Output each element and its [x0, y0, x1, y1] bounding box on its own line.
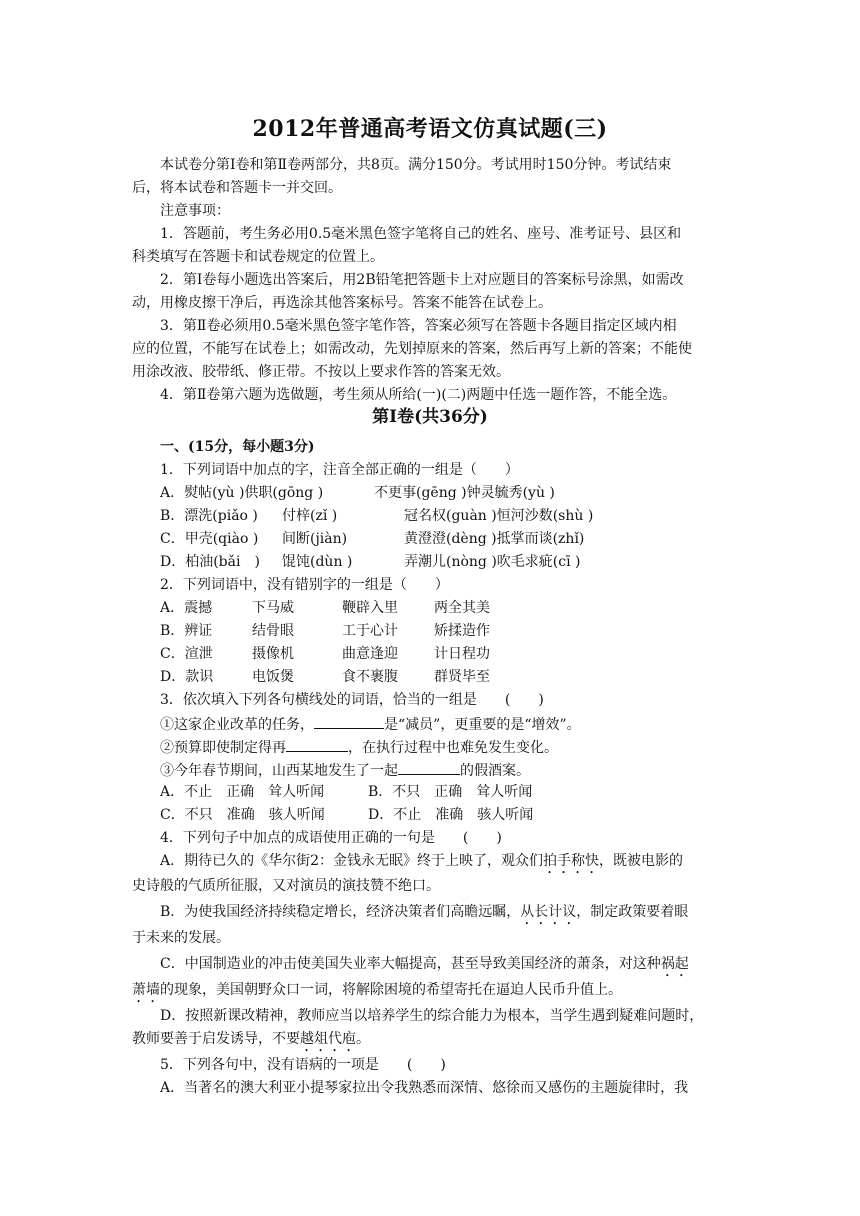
q4-d-line-2 — [132, 1031, 370, 1055]
q3-s1-before: ①这家企业改革的任务， — [160, 717, 314, 733]
q2-d-1: D．款识 — [160, 669, 214, 685]
q2-a-2: 下马威 — [252, 600, 294, 616]
note-3-line-1: 3．第Ⅱ卷必须用0.5毫米黑色签字笔作答，答案必须写在答题卡各题目指定区域内相 — [160, 318, 677, 334]
q1-c-part1: C．甲壳(qiào ) — [160, 531, 259, 547]
q3-blank-2 — [286, 738, 348, 752]
q4-a-line-1 — [160, 853, 683, 877]
q2-b-2: 结骨眼 — [252, 623, 294, 639]
q3-option-c: C．不只 准确 骇人听闻 — [160, 807, 325, 823]
q1-c-part2: 间断(jiàn) — [282, 531, 348, 547]
q2-b-1: B．辨证 — [160, 623, 213, 639]
q3-sentence-2 — [160, 738, 558, 756]
q4-a-text: A．期待已久的《华尔街2：金钱永无眠》终于上映了，观众们 — [160, 853, 544, 869]
intro-line-1: 本试卷分第Ⅰ卷和第Ⅱ卷两部分，共8页。满分150分。考试用时150分钟。考试结束 — [160, 157, 672, 173]
note-2-line-1: 2．第Ⅰ卷每小题选出答案后，用2B铅笔把答题卡上对应题目的答案标号涂黑，如需改 — [160, 272, 684, 288]
q3-s3-before: ③今年春节期间，山西某地发生了一起 — [160, 763, 398, 779]
q2-c-1: C．渲泄 — [160, 646, 213, 662]
question-5-stem: 5．下列各句中，没有语病的一项是 ( ) — [160, 1057, 446, 1073]
q4-d-line-1: D．按照新课改精神，教师应当以培养学生的综合能力为根本，当学生遇到疑难问题时， — [160, 1008, 704, 1024]
q4-b-idiom: 从长计议 — [520, 904, 577, 920]
q1-a-part1: A．熨帖(yù )供职(gōng ) — [160, 485, 324, 501]
q4-b-text: B．为使我国经济持续稳定增长，经济决策者们高瞻远瞩， — [160, 904, 521, 920]
q1-d-part1: D．柏油(bǎi ) — [160, 554, 260, 570]
q1-d-part3: 弄潮儿(nòng )吹毛求疵(cī ) — [404, 554, 581, 570]
q2-d-4: 群贤毕至 — [434, 669, 490, 685]
q4-c-idiom-part1: 祸起 — [660, 956, 689, 972]
q4-c-idiom-part2: 萧墙 — [132, 982, 160, 998]
note-2-line-2: 动，用橡皮擦干净后，再选涂其他答案标号。答案不能答在试卷上。 — [132, 295, 552, 311]
q4-a-text-2: ，既被电影的 — [599, 853, 684, 869]
q2-c-4: 计日程功 — [434, 646, 490, 662]
q4-d-idiom: 越俎代庖 — [300, 1031, 356, 1047]
intro-line-2: 后，将本试卷和答题卡一并交回。 — [132, 180, 342, 196]
q2-a-1: A．震撼 — [160, 600, 213, 616]
q4-d-text-2: 。 — [356, 1031, 370, 1047]
q3-sentence-1 — [160, 715, 581, 733]
question-3-stem: 3．依次填入下列各句横线处的词语，恰当的一组是 ( ) — [160, 692, 544, 708]
q4-a-line-2: 史诗般的气质所征服，又对演员的演技赞不绝口。 — [132, 878, 440, 894]
q5-a-line-1: A．当著名的澳大利亚小提琴家拉出令我熟悉而深情、悠徐而又感伤的主题旋律时，我 — [160, 1080, 689, 1096]
q2-b-4: 矫揉造作 — [434, 623, 490, 639]
q3-sentence-3 — [160, 761, 530, 779]
q3-s2-before: ②预算即使制定得再 — [160, 740, 286, 756]
q3-option-b: B．不只 正确 耸人听闻 — [368, 784, 533, 800]
q4-c-text-2: 的现象，美国朝野众口一词，将解除困境的希望寄托在逼迫人民币升值上。 — [160, 982, 622, 998]
note-3-line-2: 应的位置，不能写在试卷上；如需改动，先划掉原来的答案，然后再写上新的答案；不能使 — [132, 341, 692, 357]
q2-c-3: 曲意逢迎 — [342, 646, 398, 662]
q1-b-part2: 付梓(zǐ ) — [282, 508, 338, 524]
question-2-stem: 2．下列词语中，没有错别字的一组是（ ） — [160, 577, 449, 593]
q3-option-a: A．不止 正确 耸人听闻 — [160, 784, 325, 800]
q2-b-3: 工于心计 — [342, 623, 398, 639]
note-1-line-1: 1．答题前，考生务必用0.5毫米黑色签字笔将自己的姓名、座号、准考证号、县区和 — [160, 226, 682, 242]
page-title: 2012年普通高考语文仿真试题(三) — [252, 116, 608, 142]
q4-c-line-2 — [132, 982, 622, 1006]
q1-c-part3: 黄澄澄(dèng )抵掌而谈(zhǐ) — [404, 531, 585, 547]
note-3-line-3: 用涂改液、胶带纸、修正带。不按以上要求作答的答案无效。 — [132, 364, 510, 380]
part-heading: 一、(15分，每小题3分) — [160, 439, 315, 455]
q1-d-part2: 馄饨(dùn ) — [282, 554, 353, 570]
question-4-stem: 4．下列句子中加点的成语使用正确的一句是 ( ) — [160, 830, 502, 846]
q1-b-part3: 冠名权(guàn )恒河沙数(shù ) — [404, 508, 594, 524]
note-4: 4．第Ⅱ卷第六题为选做题，考生须从所给(一)(二)两题中任选一题作答，不能全选。 — [160, 387, 677, 403]
q3-s1-after: 是“减员”，更重要的是“增效”。 — [384, 717, 581, 733]
q1-a-part2: 不更事(gēng )钟灵毓秀(yù ) — [374, 485, 555, 501]
section-title: 第Ⅰ卷(共36分) — [372, 407, 488, 427]
q4-d-text: 教师要善于启发诱导，不要 — [132, 1031, 300, 1047]
q4-c-line-1 — [160, 956, 689, 980]
q3-blank-3 — [398, 761, 460, 775]
question-1-stem: 1．下列词语中加点的字，注音全部正确的一组是（ ） — [160, 462, 519, 478]
q4-b-line-2: 于未来的发展。 — [132, 930, 230, 946]
q2-a-4: 两全其美 — [434, 600, 490, 616]
q4-b-line-1 — [160, 904, 688, 928]
q2-d-2: 电饭煲 — [252, 669, 294, 685]
q1-b-part1: B．漂洗(piǎo ) — [160, 508, 258, 524]
q2-d-3: 食不裹腹 — [342, 669, 398, 685]
notes-label: 注意事项： — [160, 203, 230, 219]
q3-option-d: D．不止 准确 骇人听闻 — [368, 807, 534, 823]
q3-s2-after: ，在执行过程中也难免发生变化。 — [348, 740, 558, 756]
q3-blank-1 — [314, 715, 384, 729]
q4-b-text-2: ，制定政策要着眼 — [576, 904, 689, 920]
q4-c-text: C．中国制造业的冲击使美国失业率大幅提高，甚至导致美国经济的萧条，对这种 — [160, 956, 661, 972]
q2-c-2: 摄像机 — [252, 646, 294, 662]
q3-s3-after: 的假酒案。 — [460, 763, 530, 779]
q4-a-idiom: 拍手称快 — [543, 853, 600, 869]
q2-a-3: 鞭辟入里 — [342, 600, 398, 616]
note-1-line-2: 科类填写在答题卡和试卷规定的位置上。 — [132, 249, 384, 265]
